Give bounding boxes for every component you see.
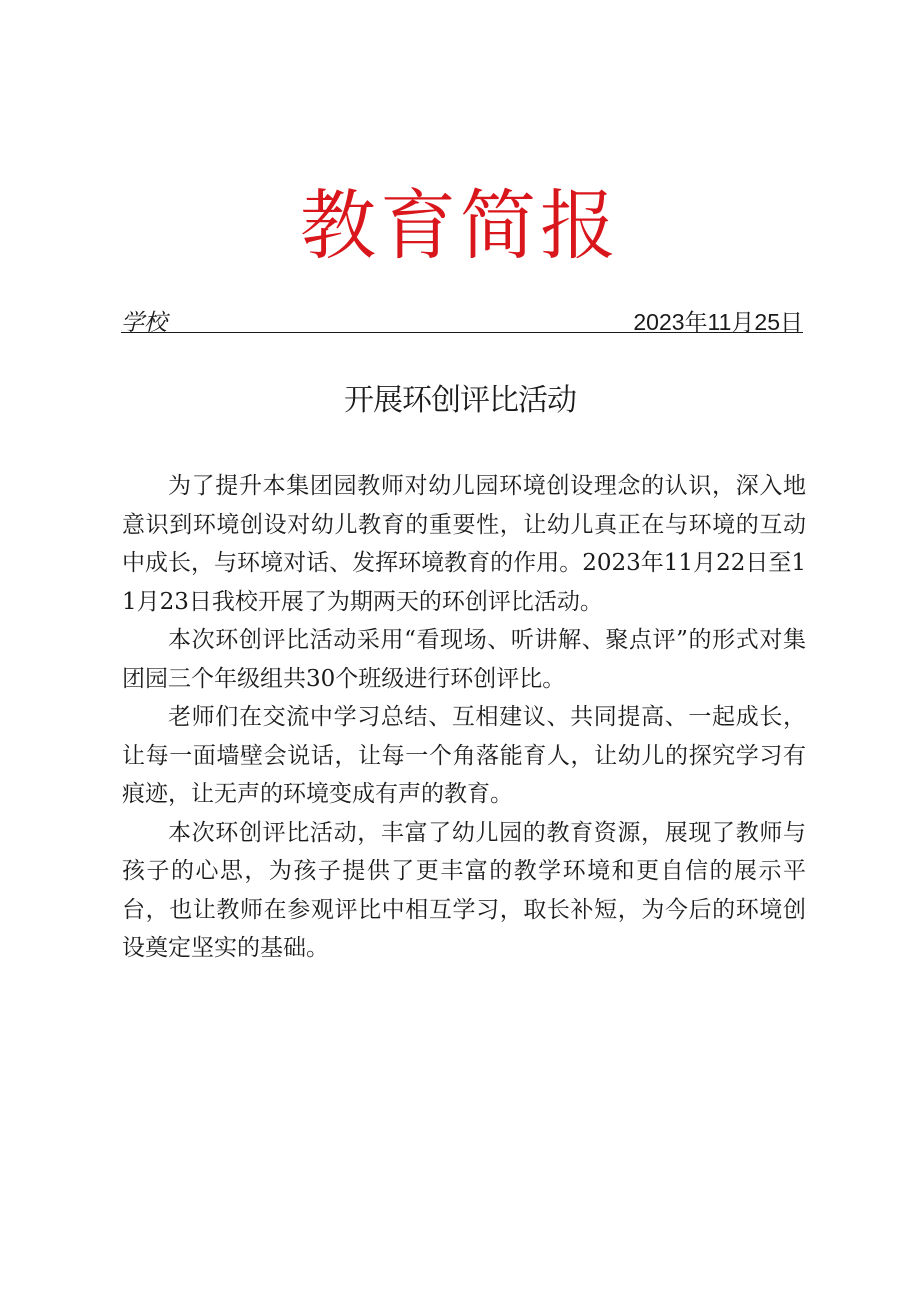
school-label: 学校 <box>121 310 167 336</box>
article-paragraph: 为了提升本集团园教师对幼儿园环境创设理念的认识，深入地意识到环境创设对幼儿教育的重要性，让幼儿真正在与环境的互动中成长，与环境对话、发挥环境教育的作用。2023年11月22日至11月23日我校开展了为期两天的环创评比活动。 <box>122 473 806 615</box>
article-title: 开展环创评比活动 <box>344 383 576 418</box>
issue-date: 2023年11月25日 <box>633 309 803 335</box>
newsletter-masthead: 教育简报 <box>300 181 620 270</box>
article-paragraph: 本次环创评比活动，丰富了幼儿园的教育资源，展现了教师与孩子的心思，为孩子提供了更丰富的教学环境和更自信的展示平台，也让教师在参观评比中相互学习，取长补短，为今后的环境创设奠定坚实的基础。 <box>122 819 806 961</box>
article-body <box>122 467 806 968</box>
article-paragraph: 老师们在交流中学习总结、互相建议、共同提高、一起成长，让每一面墙壁会说话，让每一个角落能育人，让幼儿的探究学习有痕迹，让无声的环境变成有声的教育。 <box>122 704 806 807</box>
header-meta-line <box>121 304 803 336</box>
article-paragraph: 本次环创评比活动采用“看现场、听讲解、聚点评”的形式对集团园三个年级组共30个班级进行环创评比。 <box>122 627 806 692</box>
